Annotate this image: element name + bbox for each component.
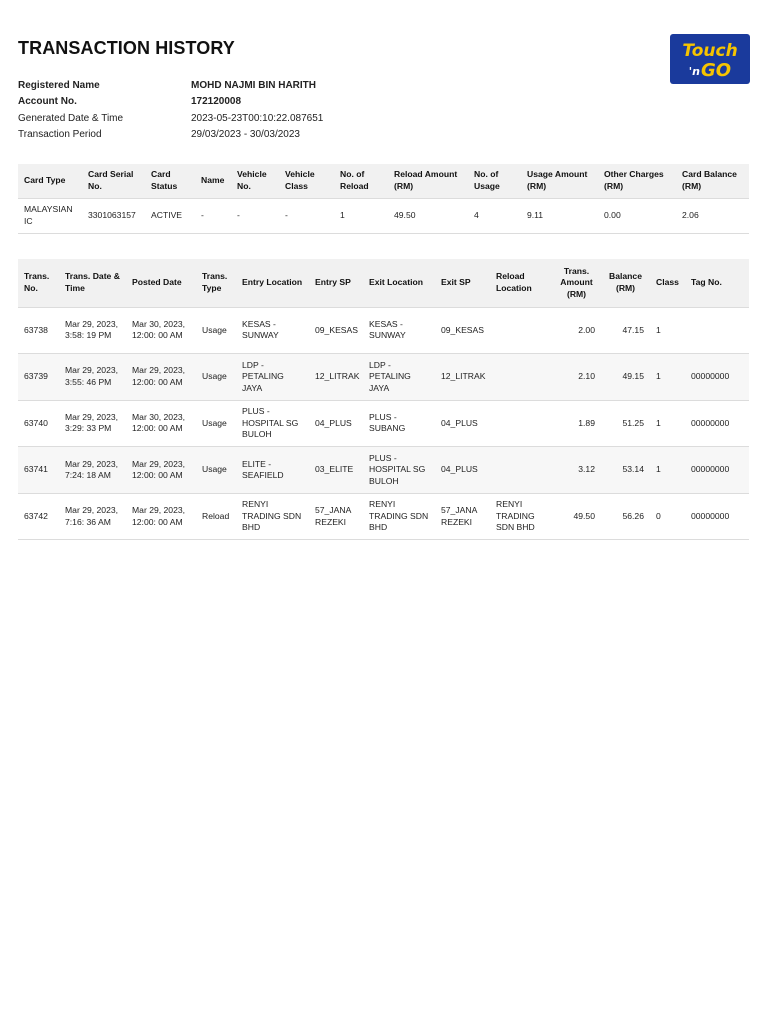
table-cell: 03_ELITE bbox=[309, 447, 363, 494]
column-header: Name bbox=[195, 164, 231, 198]
table-cell: 63738 bbox=[18, 307, 59, 354]
table-cell: 63739 bbox=[18, 354, 59, 401]
info-row bbox=[18, 111, 323, 127]
table-cell: Usage bbox=[196, 447, 236, 494]
table-cell: 49.50 bbox=[552, 493, 601, 540]
table-cell: Mar 30, 2023, 12:00: 00 AM bbox=[126, 307, 196, 354]
info-value: 29/03/2023 - 30/03/2023 bbox=[191, 128, 300, 140]
info-row bbox=[18, 94, 323, 110]
table-row bbox=[18, 493, 749, 540]
table-cell bbox=[490, 400, 552, 447]
table-cell: LDP - PETALING JAYA bbox=[363, 354, 435, 401]
table-cell: 04_PLUS bbox=[309, 400, 363, 447]
table-cell: 1.89 bbox=[552, 400, 601, 447]
table-cell: Mar 29, 2023, 3:58: 19 PM bbox=[59, 307, 126, 354]
table-cell: 12_LITRAK bbox=[309, 354, 363, 401]
table-cell: PLUS - HOSPITAL SG BULOH bbox=[236, 400, 309, 447]
card-table-header-row bbox=[18, 164, 749, 198]
table-cell: RENYI TRADING SDN BHD bbox=[236, 493, 309, 540]
table-cell: 49.15 bbox=[601, 354, 650, 401]
table-cell: ELITE - SEAFIELD bbox=[236, 447, 309, 494]
column-header: Trans. Amount (RM) bbox=[552, 259, 601, 307]
info-value: 2023-05-23T00:10:22.087651 bbox=[191, 112, 324, 124]
table-cell: 63741 bbox=[18, 447, 59, 494]
column-header: Exit SP bbox=[435, 259, 490, 307]
table-cell: Mar 29, 2023, 12:00: 00 AM bbox=[126, 493, 196, 540]
table-cell: KESAS - SUNWAY bbox=[236, 307, 309, 354]
table-cell: 00000000 bbox=[685, 447, 749, 494]
table-cell: LDP - PETALING JAYA bbox=[236, 354, 309, 401]
table-cell: 51.25 bbox=[601, 400, 650, 447]
table-cell: Usage bbox=[196, 354, 236, 401]
column-header: Balance (RM) bbox=[601, 259, 650, 307]
column-header: Class bbox=[650, 259, 685, 307]
table-cell: KESAS - SUNWAY bbox=[363, 307, 435, 354]
table-cell: Mar 29, 2023, 3:55: 46 PM bbox=[59, 354, 126, 401]
table-cell bbox=[685, 307, 749, 354]
table-cell: 49.50 bbox=[388, 198, 468, 233]
logo-line2a: 'n bbox=[688, 65, 700, 78]
info-value: 172120008 bbox=[191, 96, 242, 108]
info-row bbox=[18, 78, 323, 94]
column-header: Entry SP bbox=[309, 259, 363, 307]
column-header: Card Balance (RM) bbox=[676, 164, 749, 198]
column-header: Usage Amount (RM) bbox=[521, 164, 598, 198]
table-row bbox=[18, 447, 749, 494]
table-cell: Reload bbox=[196, 493, 236, 540]
touch-n-go-logo bbox=[670, 34, 750, 84]
info-row bbox=[18, 127, 323, 143]
account-info bbox=[18, 78, 323, 143]
table-cell: PLUS - SUBANG bbox=[363, 400, 435, 447]
table-cell: 04_PLUS bbox=[435, 447, 490, 494]
column-header: Vehicle No. bbox=[231, 164, 279, 198]
table-cell: 1 bbox=[650, 307, 685, 354]
column-header: Trans. Type bbox=[196, 259, 236, 307]
table-cell: Mar 29, 2023, 12:00: 00 AM bbox=[126, 354, 196, 401]
table-cell: 63742 bbox=[18, 493, 59, 540]
table-cell: 09_KESAS bbox=[309, 307, 363, 354]
table-cell: 12_LITRAK bbox=[435, 354, 490, 401]
table-cell: Mar 29, 2023, 3:29: 33 PM bbox=[59, 400, 126, 447]
table-row bbox=[18, 354, 749, 401]
table-cell: 1 bbox=[650, 354, 685, 401]
column-header: Card Type bbox=[18, 164, 82, 198]
table-cell: - bbox=[195, 198, 231, 233]
table-cell: 1 bbox=[334, 198, 388, 233]
table-cell: ACTIVE bbox=[145, 198, 195, 233]
column-header: Trans. Date & Time bbox=[59, 259, 126, 307]
column-header: Posted Date bbox=[126, 259, 196, 307]
table-cell: Mar 29, 2023, 12:00: 00 AM bbox=[126, 447, 196, 494]
table-cell: 57_JANA REZEKI bbox=[435, 493, 490, 540]
column-header: No. of Usage bbox=[468, 164, 521, 198]
column-header: Tag No. bbox=[685, 259, 749, 307]
column-header: Exit Location bbox=[363, 259, 435, 307]
logo-line1: Touch bbox=[682, 41, 738, 61]
info-value: MOHD NAJMI BIN HARITH bbox=[191, 80, 316, 91]
table-cell: - bbox=[279, 198, 334, 233]
table-cell: 1 bbox=[650, 400, 685, 447]
column-header: Vehicle Class bbox=[279, 164, 334, 198]
column-header: Card Serial No. bbox=[82, 164, 145, 198]
table-cell: 9.11 bbox=[521, 198, 598, 233]
table-cell: 04_PLUS bbox=[435, 400, 490, 447]
info-label: Registered Name bbox=[18, 80, 100, 91]
table-cell: 0.00 bbox=[598, 198, 676, 233]
table-cell: Mar 30, 2023, 12:00: 00 AM bbox=[126, 400, 196, 447]
column-header: Trans. No. bbox=[18, 259, 59, 307]
column-header: Reload Amount (RM) bbox=[388, 164, 468, 198]
table-cell: 2.06 bbox=[676, 198, 749, 233]
table-cell bbox=[490, 354, 552, 401]
table-cell: - bbox=[231, 198, 279, 233]
transaction-table-header-row bbox=[18, 259, 749, 307]
table-cell bbox=[490, 447, 552, 494]
table-cell: 00000000 bbox=[685, 493, 749, 540]
info-label: Account No. bbox=[18, 96, 77, 108]
table-cell: 00000000 bbox=[685, 354, 749, 401]
page-title: TRANSACTION HISTORY bbox=[18, 38, 235, 58]
column-header: Card Status bbox=[145, 164, 195, 198]
table-cell: 0 bbox=[650, 493, 685, 540]
table-cell: Usage bbox=[196, 307, 236, 354]
table-cell: PLUS - HOSPITAL SG BULOH bbox=[363, 447, 435, 494]
table-cell: 57_JANA REZEKI bbox=[309, 493, 363, 540]
table-cell: 3301063157 bbox=[82, 198, 145, 233]
table-row bbox=[18, 307, 749, 354]
card-summary-table bbox=[18, 164, 749, 234]
table-cell: 56.26 bbox=[601, 493, 650, 540]
table-cell: 4 bbox=[468, 198, 521, 233]
table-cell: 47.15 bbox=[601, 307, 650, 354]
column-header: No. of Reload bbox=[334, 164, 388, 198]
table-cell: RENYI TRADING SDN BHD bbox=[490, 493, 552, 540]
info-label: Transaction Period bbox=[18, 128, 102, 140]
table-cell: 2.00 bbox=[552, 307, 601, 354]
table-cell: 00000000 bbox=[685, 400, 749, 447]
table-cell: 2.10 bbox=[552, 354, 601, 401]
table-cell: Mar 29, 2023, 7:16: 36 AM bbox=[59, 493, 126, 540]
column-header: Reload Location bbox=[490, 259, 552, 307]
table-cell: RENYI TRADING SDN BHD bbox=[363, 493, 435, 540]
table-cell: 3.12 bbox=[552, 447, 601, 494]
table-cell: Mar 29, 2023, 7:24: 18 AM bbox=[59, 447, 126, 494]
touch-n-go-logo-graphic bbox=[670, 34, 750, 84]
table-cell: MALAYSIAN IC bbox=[18, 198, 82, 233]
table-cell: 63740 bbox=[18, 400, 59, 447]
table-cell: 1 bbox=[650, 447, 685, 494]
table-cell bbox=[490, 307, 552, 354]
column-header: Other Charges (RM) bbox=[598, 164, 676, 198]
info-label: Generated Date & Time bbox=[18, 112, 124, 124]
transaction-table bbox=[18, 259, 749, 540]
table-row bbox=[18, 198, 749, 233]
column-header: Entry Location bbox=[236, 259, 309, 307]
table-cell: 09_KESAS bbox=[435, 307, 490, 354]
table-row bbox=[18, 400, 749, 447]
logo-line2b: GO bbox=[701, 60, 732, 81]
table-cell: 53.14 bbox=[601, 447, 650, 494]
table-cell: Usage bbox=[196, 400, 236, 447]
